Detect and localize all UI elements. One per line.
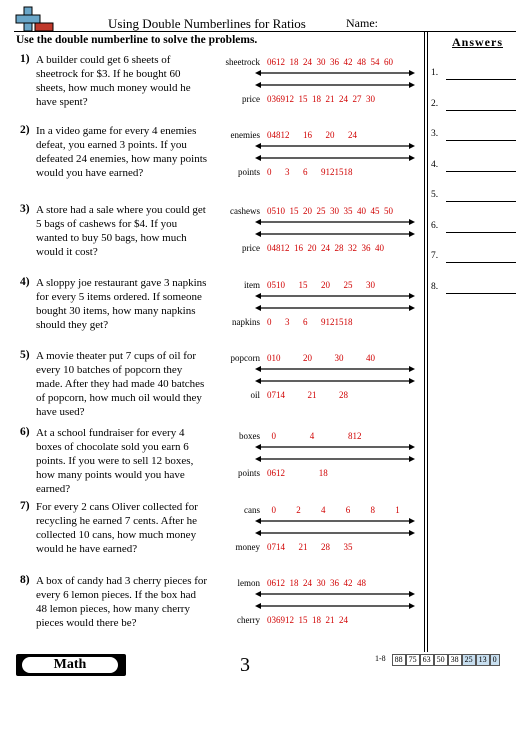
problem-number: 5) (20, 349, 30, 361)
numberline-top-values: 04812 16 20 24 (267, 130, 357, 140)
instructions: Use the double numberline to solve the problems. (16, 34, 258, 46)
numberline-bottom (255, 529, 415, 537)
numberline-bottom (255, 81, 415, 89)
answer-number: 2. (431, 98, 439, 109)
answer-blank[interactable] (446, 140, 516, 141)
numberline-top-label: item (244, 280, 260, 290)
answer-blank[interactable] (446, 171, 516, 172)
numberline-top (255, 292, 415, 300)
numberline-bottom-values: 0612 18 (267, 468, 328, 478)
problem-number: 6) (20, 426, 30, 438)
numberline-top-values: 010 20 30 40 (267, 353, 375, 363)
numberline-bottom-values: 04812 16 20 24 28 32 36 40 (267, 243, 384, 253)
numberline-bottom-values: 0714 21 28 35 (267, 542, 353, 552)
answer-blank[interactable] (446, 201, 516, 202)
numberline-bottom-label: oil (250, 390, 260, 400)
logo-icon (14, 6, 54, 32)
numberline-top-label: cashews (230, 206, 260, 216)
numberline-bottom (255, 377, 415, 385)
answer-blank[interactable] (446, 232, 516, 233)
answer-number: 5. (431, 190, 439, 200)
numberline-bottom (255, 602, 415, 610)
answer-blank[interactable] (446, 110, 516, 111)
problem-text: A builder could get 6 sheets of sheetrock for $3. If he bought 60 sheets, how much money would he have spent? (36, 54, 191, 108)
problem-number: 7) (20, 500, 30, 512)
numberline-top-values: 0510 15 20 25 30 (267, 280, 375, 290)
numberline-bottom-values: 0 3 6 9121518 (267, 167, 353, 177)
score-cell: 13 (476, 654, 490, 666)
numberline-top-values: 0510 15 20 25 30 35 40 45 50 (267, 206, 393, 216)
page-title: Using Double Numberlines for Ratios (108, 16, 306, 31)
numberline-top-label: lemon (237, 578, 260, 588)
numberline-top (255, 142, 415, 150)
numberline-top (255, 69, 415, 77)
name-label: Name: (346, 16, 378, 30)
numberline-bottom-label: cherry (237, 615, 260, 625)
problem-text: A movie theater put 7 cups of oil for every 10 batches of popcorn they made. After they had made 40 batches of popcorn, how much oil would they have used? (36, 350, 205, 418)
numberline-bottom-values: 0 3 6 9121518 (267, 317, 353, 327)
answer-number: 8. (431, 281, 439, 292)
page-number: 3 (240, 654, 250, 676)
subject-label: Math (22, 657, 118, 673)
problem-number: 4) (20, 276, 30, 288)
numberline-top (255, 443, 415, 451)
problem-number: 8) (20, 574, 30, 586)
score-cell: 38 (448, 654, 462, 666)
numberline-bottom-label: points (237, 468, 260, 478)
numberline-bottom-label: price (242, 243, 260, 253)
problem-text: For every 2 cans Oliver collected for recycling he earned 7 cents. After he collected 10 cans, how much money would he have earned? (36, 501, 198, 555)
numberline-top-label: cans (244, 505, 260, 515)
answer-blank[interactable] (446, 293, 516, 294)
answer-number: 6. (431, 220, 439, 231)
problem-number: 1) (20, 53, 30, 65)
answer-blank[interactable] (446, 79, 516, 80)
problem-text: In a video game for every 4 enemies defeat, you earned 3 points. If you defeated 24 enemies, how many points would you have earned? (36, 125, 208, 179)
score-table (373, 654, 500, 666)
numberline-bottom-values: 0714 21 28 (267, 390, 348, 400)
numberline-bottom-label: price (242, 94, 260, 104)
numberline-bottom-label: points (237, 167, 260, 177)
numberline-bottom-values: 036912 15 18 21 24 27 30 (267, 94, 375, 104)
numberline-top-label: boxes (239, 431, 260, 441)
numberline-top (255, 218, 415, 226)
numberline-bottom (255, 304, 415, 312)
score-range: 1-8 (375, 654, 386, 663)
problem-number: 2) (20, 124, 30, 136)
numberline-top-label: sheetrock (225, 57, 260, 67)
numberline-bottom-label: napkins (232, 317, 260, 327)
numberline-bottom-label: money (235, 542, 260, 552)
problem-text: A box of candy had 3 cherry pieces for every 6 lemon pieces. If the box had 48 lemon pieces, how many cherry pieces would there be? (36, 575, 208, 629)
numberline-top (255, 517, 415, 525)
header-rule (14, 31, 516, 32)
numberline-top-values: 0612 18 24 30 36 42 48 (267, 578, 366, 588)
numberline-top-values: 0 4 812 (267, 431, 362, 441)
numberline-top (255, 590, 415, 598)
numberline-top-label: popcorn (230, 353, 260, 363)
numberline-top (255, 365, 415, 373)
score-cell: 0 (490, 654, 500, 666)
problem-text: A store had a sale where you could get 5 bags of cashews for $4. If you wanted to buy 50 bags, how much would it cost? (36, 204, 206, 258)
score-cell: 75 (406, 654, 420, 666)
answers-heading: Answers (452, 35, 503, 49)
answer-number: 7. (431, 251, 439, 261)
score-cell: 63 (420, 654, 434, 666)
numberline-top-values: 0 2 4 6 8 1 (267, 505, 400, 515)
problem-text: A sloppy joe restaurant gave 3 napkins for every 5 items ordered. If someone bought 30 items, how many napkins should they get? (36, 277, 207, 331)
numberline-bottom (255, 230, 415, 238)
answers-divider (424, 32, 428, 652)
answer-number: 3. (431, 129, 439, 139)
score-cell: 25 (462, 654, 476, 666)
problem-text: At a school fundraiser for every 4 boxes of chocolate sold you earn 6 points. If you were to sell 12 boxes, how many points would you have earned? (36, 427, 194, 495)
numberline-top-values: 0612 18 24 30 36 42 48 54 60 (267, 57, 393, 67)
problem-number: 3) (20, 203, 30, 215)
score-cell: 88 (392, 654, 406, 666)
numberline-bottom (255, 154, 415, 162)
answer-blank[interactable] (446, 262, 516, 263)
numberline-bottom-values: 036912 15 18 21 24 (267, 615, 348, 625)
answer-number: 4. (431, 159, 439, 170)
answer-number: 1. (431, 68, 439, 78)
numberline-top-label: enemies (230, 130, 260, 140)
numberline-bottom (255, 455, 415, 463)
score-cell: 50 (434, 654, 448, 666)
